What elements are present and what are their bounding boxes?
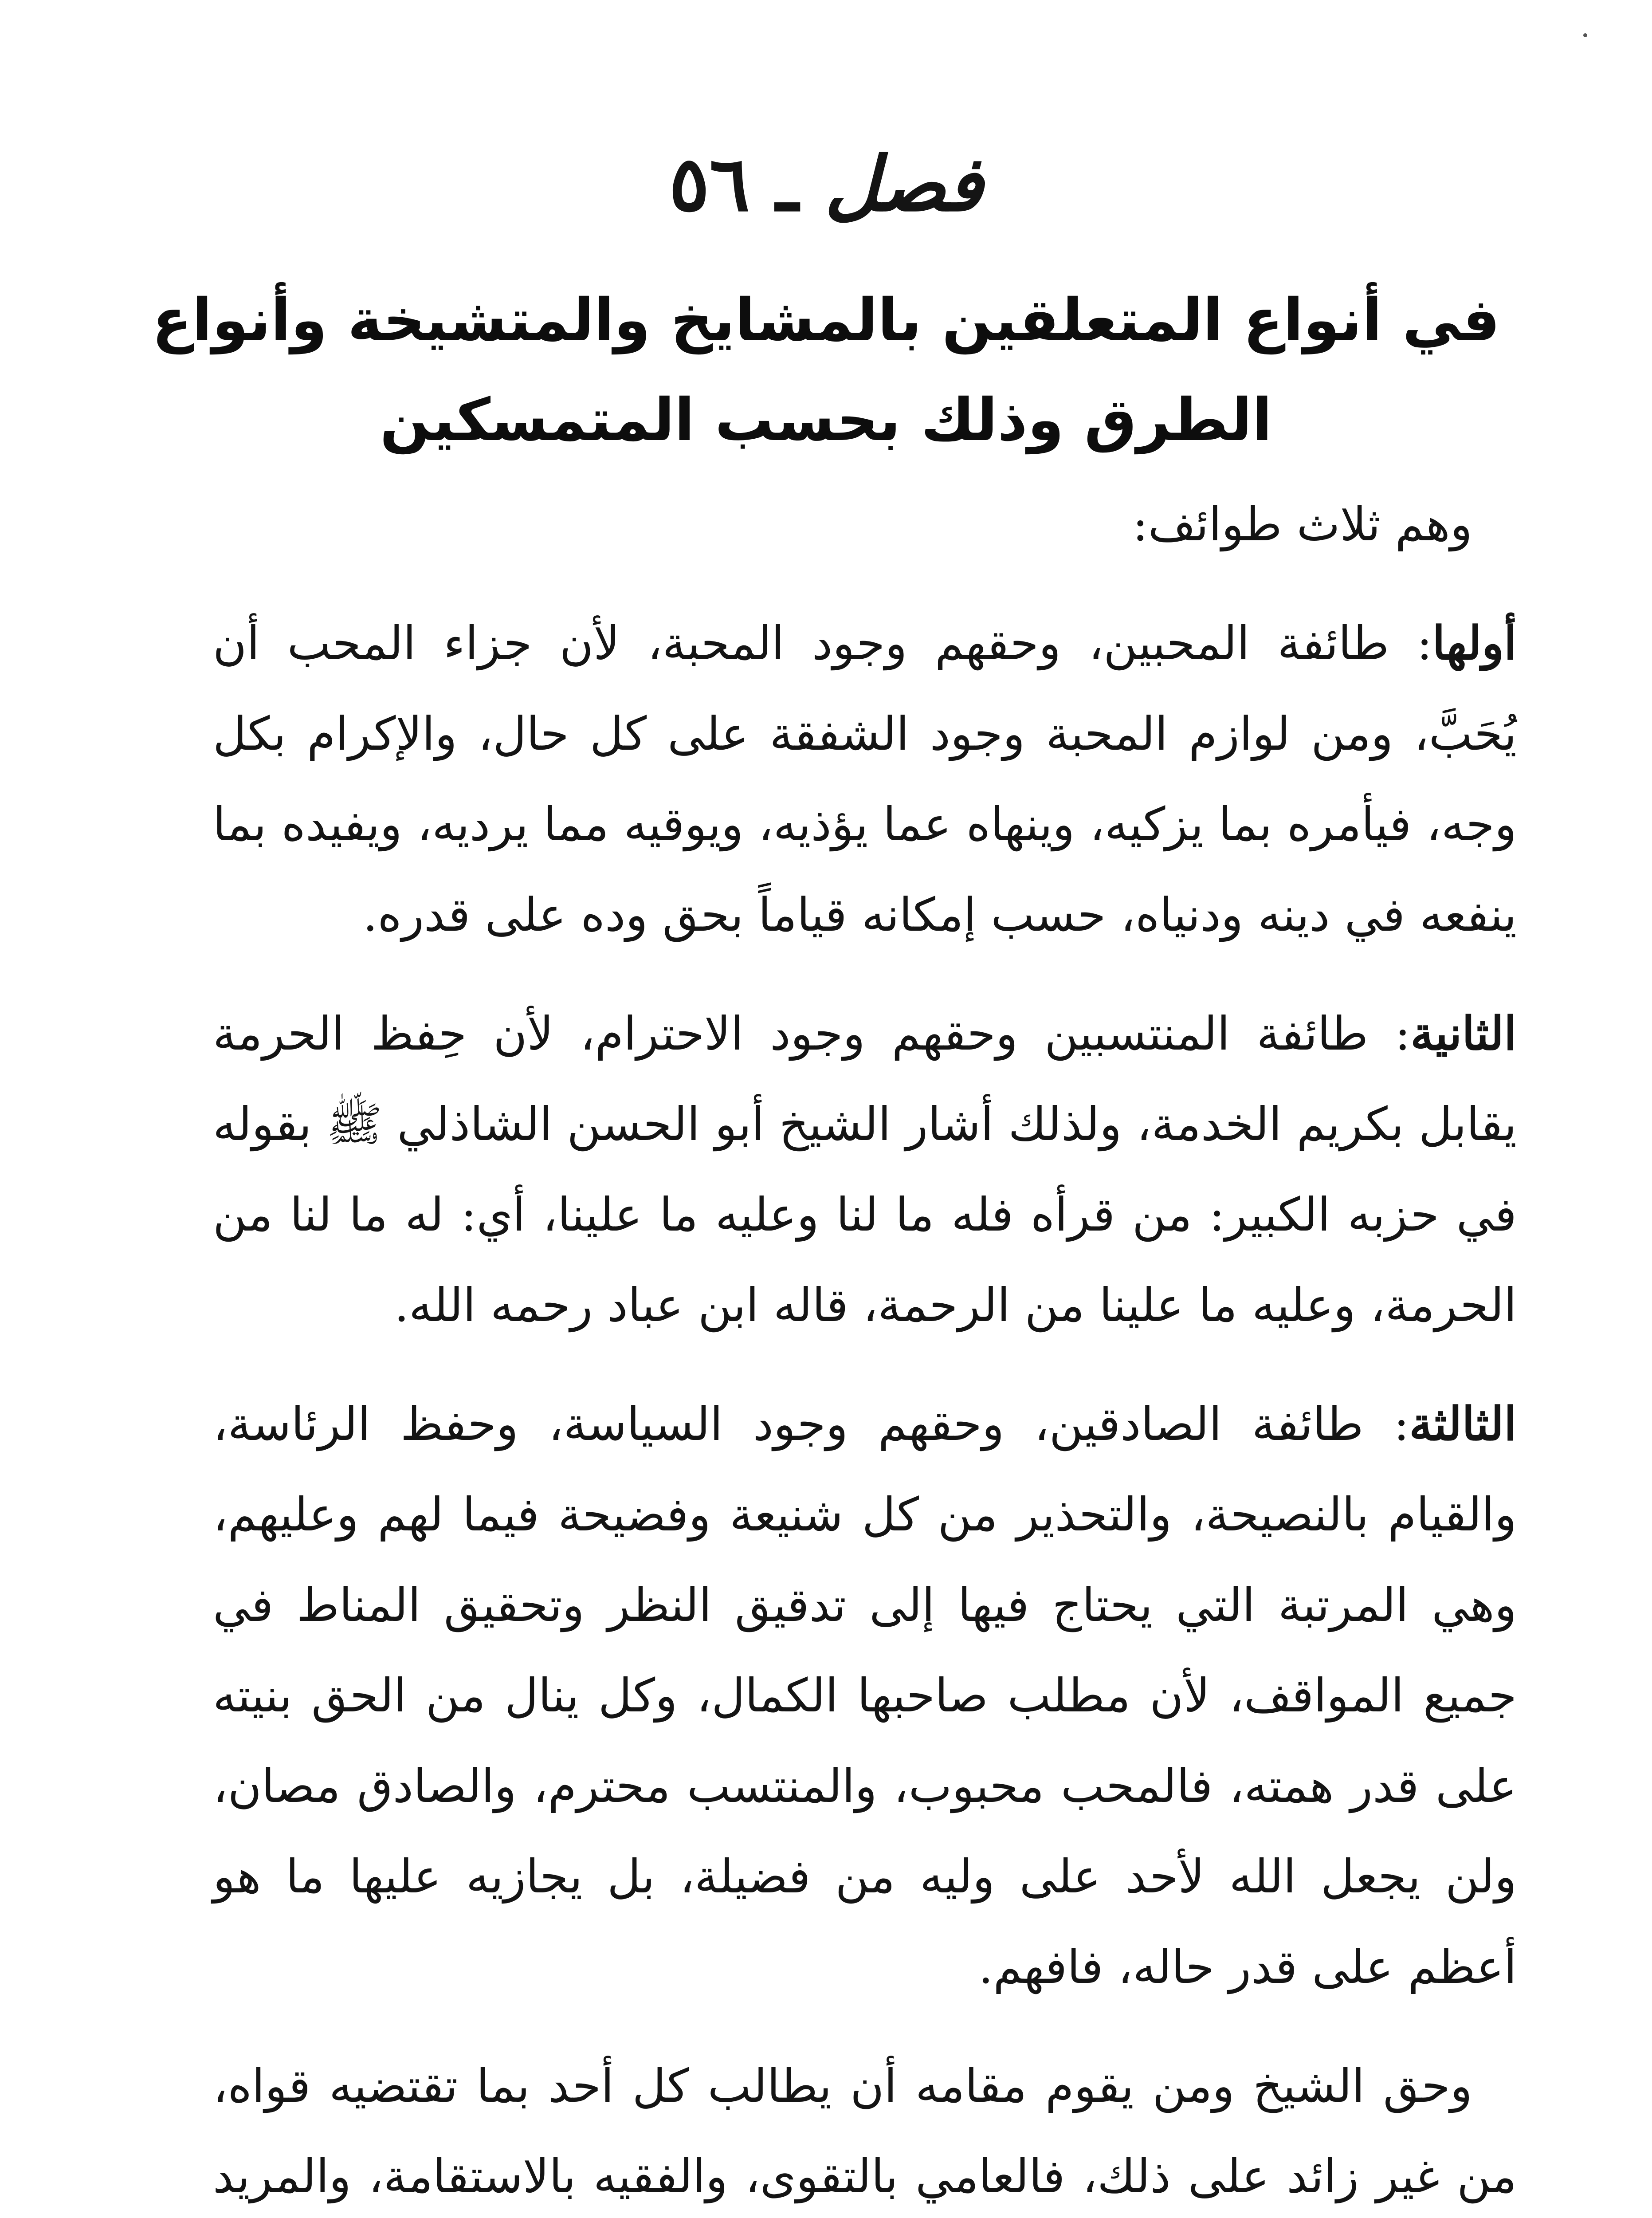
section-lead: الثالثة xyxy=(1409,1396,1517,1451)
scan-speck xyxy=(1583,33,1587,37)
chapter-heading xyxy=(0,140,1652,228)
section-text: : طائفة المحبين، وحقهم وجود المحبة، لأن جزاء المحب أن يُحَبَّ، ومن لوازم المحبة وجود الشفقة على كل حال، والإكرام بكل وجه، فيأمره بما يزكيه، وينهاه عما يؤذيه، ويوقيه مما يرديه، ويفيده بما ينفعه في دينه ودنياه، حسب إمكانه قياماً بحق وده على قدره. xyxy=(213,616,1517,942)
chapter-number: ٥٦ xyxy=(669,140,750,228)
section-lead: أولها xyxy=(1432,616,1517,670)
section-paragraph-second xyxy=(213,988,1517,1350)
section-paragraph-third xyxy=(213,1379,1517,2012)
section-text: : طائفة الصادقين، وحقهم وجود السياسة، وحفظ الرئاسة، والقيام بالنصيحة، والتحذير من كل شنيعة وفضيحة فيما لهم وعليهم، وهي المرتبة التي يحتاج فيها إلى تدقيق النظر وتحقيق المناط في جميع المواقف، لأن مطلب صاحبها الكمال، وكل ينال من الحق بنيته على قدر همته، فالمحب محبوب، والمنتسب محترم، والصادق مصان، ولن يجعل الله لأحد على وليه من فضيلة، بل يجازيه عليها ما هو أعظم على قدر حاله، فافهم. xyxy=(213,1397,1517,1994)
chapter-label: فصل xyxy=(824,140,983,228)
closing-paragraph: وحق الشيخ ومن يقوم مقامه أن يطالب كل أحد بما تقتضيه قواه، من غير زائد على ذلك، فالعامي بالتقوى، والفقيه بالاستقامة، والمريد xyxy=(213,2059,1517,2203)
body-text xyxy=(213,479,1517,2218)
section-text: : طائفة المنتسبين وحقهم وجود الاحترام، لأن حِفظ الحرمة يقابل بكريم الخدمة، ولذلك أشار الشيخ أبو الحسن الشاذلي ﷺ بقوله في حزبه الكبير: من قرأه فله ما لنا وعليه ما علينا، أي: له ما لنا من الحرمة، وعليه ما علينا من الرحمة، قاله ابن عباد رحمه الله. xyxy=(213,1007,1517,1332)
section-paragraph-first xyxy=(213,598,1517,960)
section-lead: الثانية xyxy=(1410,1006,1517,1061)
intro-paragraph: وهم ثلاث طوائف: xyxy=(1132,497,1472,551)
chapter-title: في أنواع المتعلقين بالمشايخ والمتشيخة وأنواع الطرق وذلك بحسب المتمسكين xyxy=(152,286,1500,454)
chapter-separator: ـ xyxy=(776,140,798,228)
